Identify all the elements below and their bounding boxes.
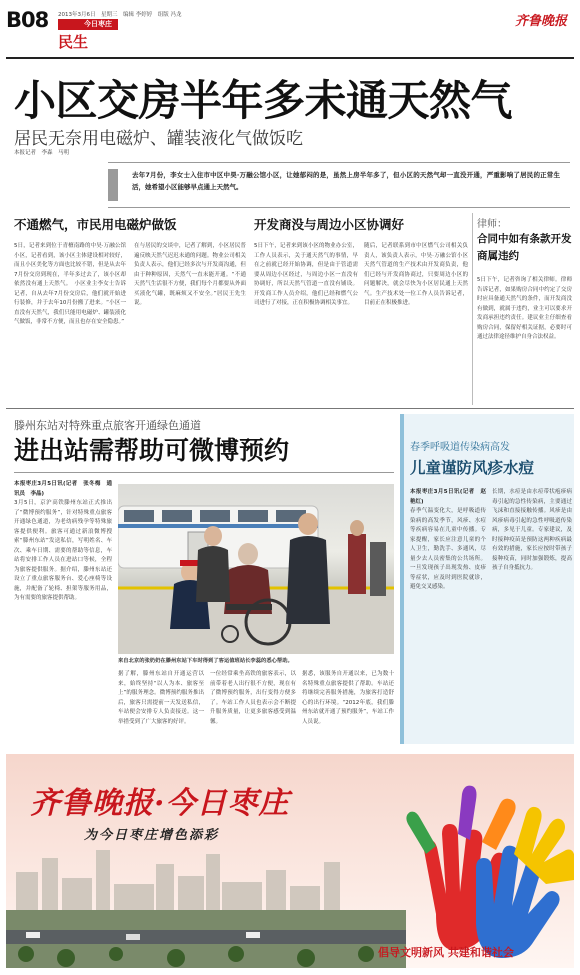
lead-byline: 本报记者 李森 马明	[14, 150, 70, 156]
section-divider	[6, 408, 574, 409]
second-headline: 进出站需帮助可微博预约	[14, 436, 290, 465]
lead-col1-body: 5日，记者来到位于青檀南路的中昊·万融公馆小区，记者看到，该小区主体建设相对较好，而且小区美化等方面也比较不错，但是从去年7月份交房到现在，半年多过去了，该小区却依然没有通上天然气。 小区业主李女士告诉记者，自从去年7月份交房后，他们就开始进行装修，并于去年10月份搬了进来。“小区一直没有天然气，我们只能用电磁炉、罐装液化气做饭，非常不方便，而且也存在安全隐患。”	[14, 243, 126, 325]
lead-col2-body: 在与居民的交谈中，记者了解到，小区居民普遍反映天然气迟迟未通的问题。物业公司相关负责人表示，他们已经多次与开发商沟通，但由于种种原因，天然气一直未能开通。“不通天然气生活很不方便，我们每个月都要从外面买液化气罐，既麻烦又不安全。”居民王先生说。	[134, 243, 246, 306]
masthead	[0, 0, 580, 62]
second-col4: 据悉，该服务自开通以来，已为数十名特殊重点旅客提供了帮助。车站还将继续完善服务措施，为旅客打造舒心的出行环境。“2012年底，我们滕州东站就开通了预约服务”，车站工作人员说。	[302, 671, 394, 725]
health-col1: 春季气温变化大，是呼吸道传染病的高发季节，风疹、水痘等疾病容易在儿童中传播。专家提醒，家长应注意儿童的个人卫生，勤洗手、多通风，尽量少去人员密集的公共场所。一旦发现孩子出现发热、皮疹等症状，应及时到医院就诊，避免交叉感染。	[410, 508, 486, 590]
sidebar-label: 律师：	[477, 219, 507, 230]
news-photo	[118, 484, 394, 654]
intro-marker	[108, 169, 118, 201]
brand-logo: 齐鲁晚报	[515, 14, 568, 29]
ad-slogan: 倡导文明新风 共建和谐社会	[378, 946, 514, 959]
sidebar-title: 合同中如有条款开发商属违约	[477, 233, 572, 262]
ad-title: 齐鲁晚报·今日枣庄	[30, 786, 290, 821]
section-tag: 今日枣庄	[58, 19, 118, 30]
second-headline-rule	[14, 472, 394, 473]
lead-subhead: 居民无奈用电磁炉、罐装液化气做饭吃	[14, 129, 303, 149]
health-byline: 本报枣庄3月5日讯(记者 赵艳红)	[410, 489, 486, 505]
lead-intro-box	[108, 162, 570, 208]
second-byline-text: 本报枣庄3月5日讯(记者 张冬梅 通讯员 李晶)	[14, 481, 112, 497]
second-col3: 一位经常乘坐高铁的旅客表示，以前带着老人出行很不方便，现在有了微博预约服务，出行变得方便多了。车站工作人员也表示会不断提升服务质量，让更多旅客感受到温馨。	[210, 671, 296, 725]
ad-subtitle: 为今日枣庄增色添彩	[84, 828, 220, 843]
date-line: 2013年3月6日 星期三 编辑 李婷婷 组版 冯龙	[58, 12, 182, 18]
lead-col3-body: 5日下午，记者来到该小区的物业办公室，工作人员表示，关于通天然气的事情，早在之前就已经开始协调，但是由于管道需要从周边小区经过，与周边小区一直没有协调好，所以天然气管道一直没有铺设。开发商工作人员介绍，他们已经和燃气公司进行了对接，正在积极协调相关事宜。	[254, 243, 358, 306]
second-byline	[14, 480, 112, 740]
sidebar-body: 5日下午，记者咨询了相关律师。律师告诉记者，如果购房合同中约定了交房时应具备通天然气的条件，而开发商没有做到，就属于违约，业主可以要求开发商承担违约责任。建议业主仔细查看购房合同，保留好相关证据，必要时可通过法律途径维护自身合法权益。	[477, 277, 572, 340]
train-station-scene	[118, 484, 394, 654]
masthead-rule	[6, 57, 574, 59]
lead-headline: 小区交房半年多未通天然气	[14, 76, 513, 125]
lead-intro: 去年7月份，李女士入住市中区中昊·万融公馆小区，让她郁闷的是，虽然上房半年多了，但小区的天然气却一直没开通，严重影响了居民的正常生活，她希望小区能够早点通上天然气。	[132, 171, 560, 191]
second-col1: 3月5日，京沪高铁滕州东站正式推出了“微博预约服务”，针对特殊重点旅客开通绿色通道，为老幼病残孕等特殊旅客提供便利。旅客可通过新浪微博搜索“滕州东站”发送私信，写明姓名、车次、乘车日期、需要的帮助等信息，车站将安排工作人员在进站口等候，全程为旅客提供服务。据介绍，滕州东站还设立了重点旅客服务台、爱心座椅等设施，并配备了轮椅、担架等服务用品，为有需要的旅客提供帮助。	[14, 500, 112, 601]
section-name: 民生	[58, 33, 89, 51]
health-col2: 长期，水痘是由水痘带状疱疹病毒引起的急性传染病，主要通过飞沫和直接接触传播。风疹是由风疹病毒引起的急性呼吸道传染病，多见于儿童。专家建议，及时接种疫苗是预防这两种疾病最有效的措施，家长应按时带孩子接种疫苗，同时加强锻炼，提高孩子自身抵抗力。	[492, 489, 572, 571]
sidebar-divider	[472, 213, 473, 405]
lead-col3-head: 开发商没与周边小区协调好	[254, 217, 405, 232]
second-kicker: 滕州东站对特殊重点旅客开通绿色通道	[14, 419, 201, 432]
health-kicker: 春季呼吸道传染病高发	[410, 442, 510, 453]
lead-col1-head: 不通燃气，市民用电磁炉做饭	[14, 217, 177, 232]
lead-col4-body: 随后，记者联系到市中区燃气公司相关负责人，该负责人表示，中昊·万融公馆小区天然气管道的生产技术由开发商负责，他们已经与开发商协商过，只要周边小区的问题解决，就会尽快为小区居民通上天然气。生产技术处一位工作人员告诉记者，目前正在积极推进。	[364, 243, 468, 306]
health-headline: 儿童谨防风疹水痘	[410, 459, 535, 477]
health-col1-wrap	[410, 488, 486, 734]
second-col2: 据了解，滕州东站自开通运营以来，始终坚持“以人为本、旅客至上”的服务理念。微博预约服务推出后，旅客只需提前一天发送私信，车站便会安排专人负责接送。这一举措受到了广大旅客的好评。	[118, 671, 204, 725]
page-number: B08	[6, 8, 49, 32]
ad-banner	[6, 754, 574, 968]
health-box	[400, 414, 574, 744]
photo-caption: 来自北京的张奶奶在滕州东站下车时得到了客运值班站长李蕊的悉心帮助。	[118, 658, 293, 664]
